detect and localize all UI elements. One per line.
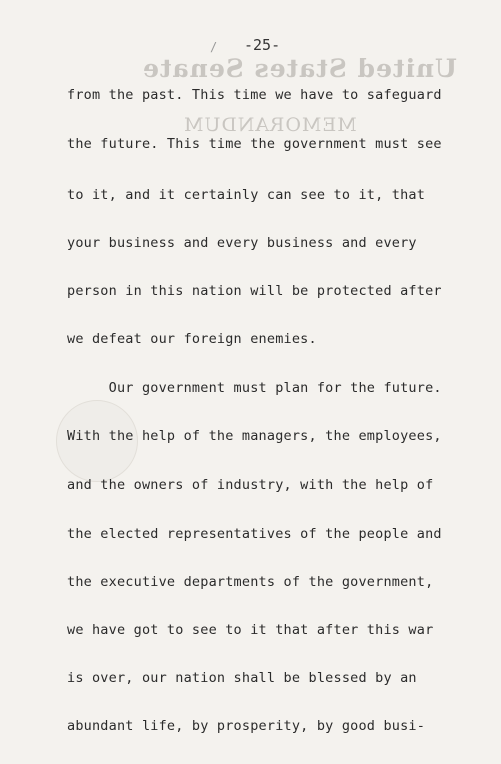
text-line-13: is over, our nation shall be blessed by an [67, 670, 417, 686]
text-line-9: and the owners of industry, with the help of [67, 477, 434, 493]
text-line-3: to it, and it certainly can see to it, that [67, 187, 426, 203]
text-line-11: the executive departments of the government, [67, 574, 434, 590]
pencil-mark: / [210, 40, 218, 54]
text-line-8: With the help of the managers, the employees, [67, 428, 442, 444]
text-line-1: from the past. This time we have to safeguard [67, 87, 442, 103]
text-line-10: the elected representatives of the people and [67, 526, 442, 542]
text-line-4: your business and every business and every [67, 235, 417, 251]
text-line-12: we have got to see to it that after this war [67, 622, 434, 638]
text-line-5: person in this nation will be protected after [67, 283, 442, 299]
memorandum-show-through: MEMORANDUM [183, 114, 357, 136]
text-line-6: we defeat our foreign enemies. [67, 331, 317, 347]
text-line-7: Our government must plan for the future. [67, 380, 442, 396]
letterhead-show-through: United States Senate [142, 54, 457, 83]
text-line-14: abundant life, by prosperity, by good busi- [67, 718, 426, 734]
page-number: -25- [244, 36, 281, 54]
text-line-2: the future. This time the government must see [67, 136, 442, 152]
